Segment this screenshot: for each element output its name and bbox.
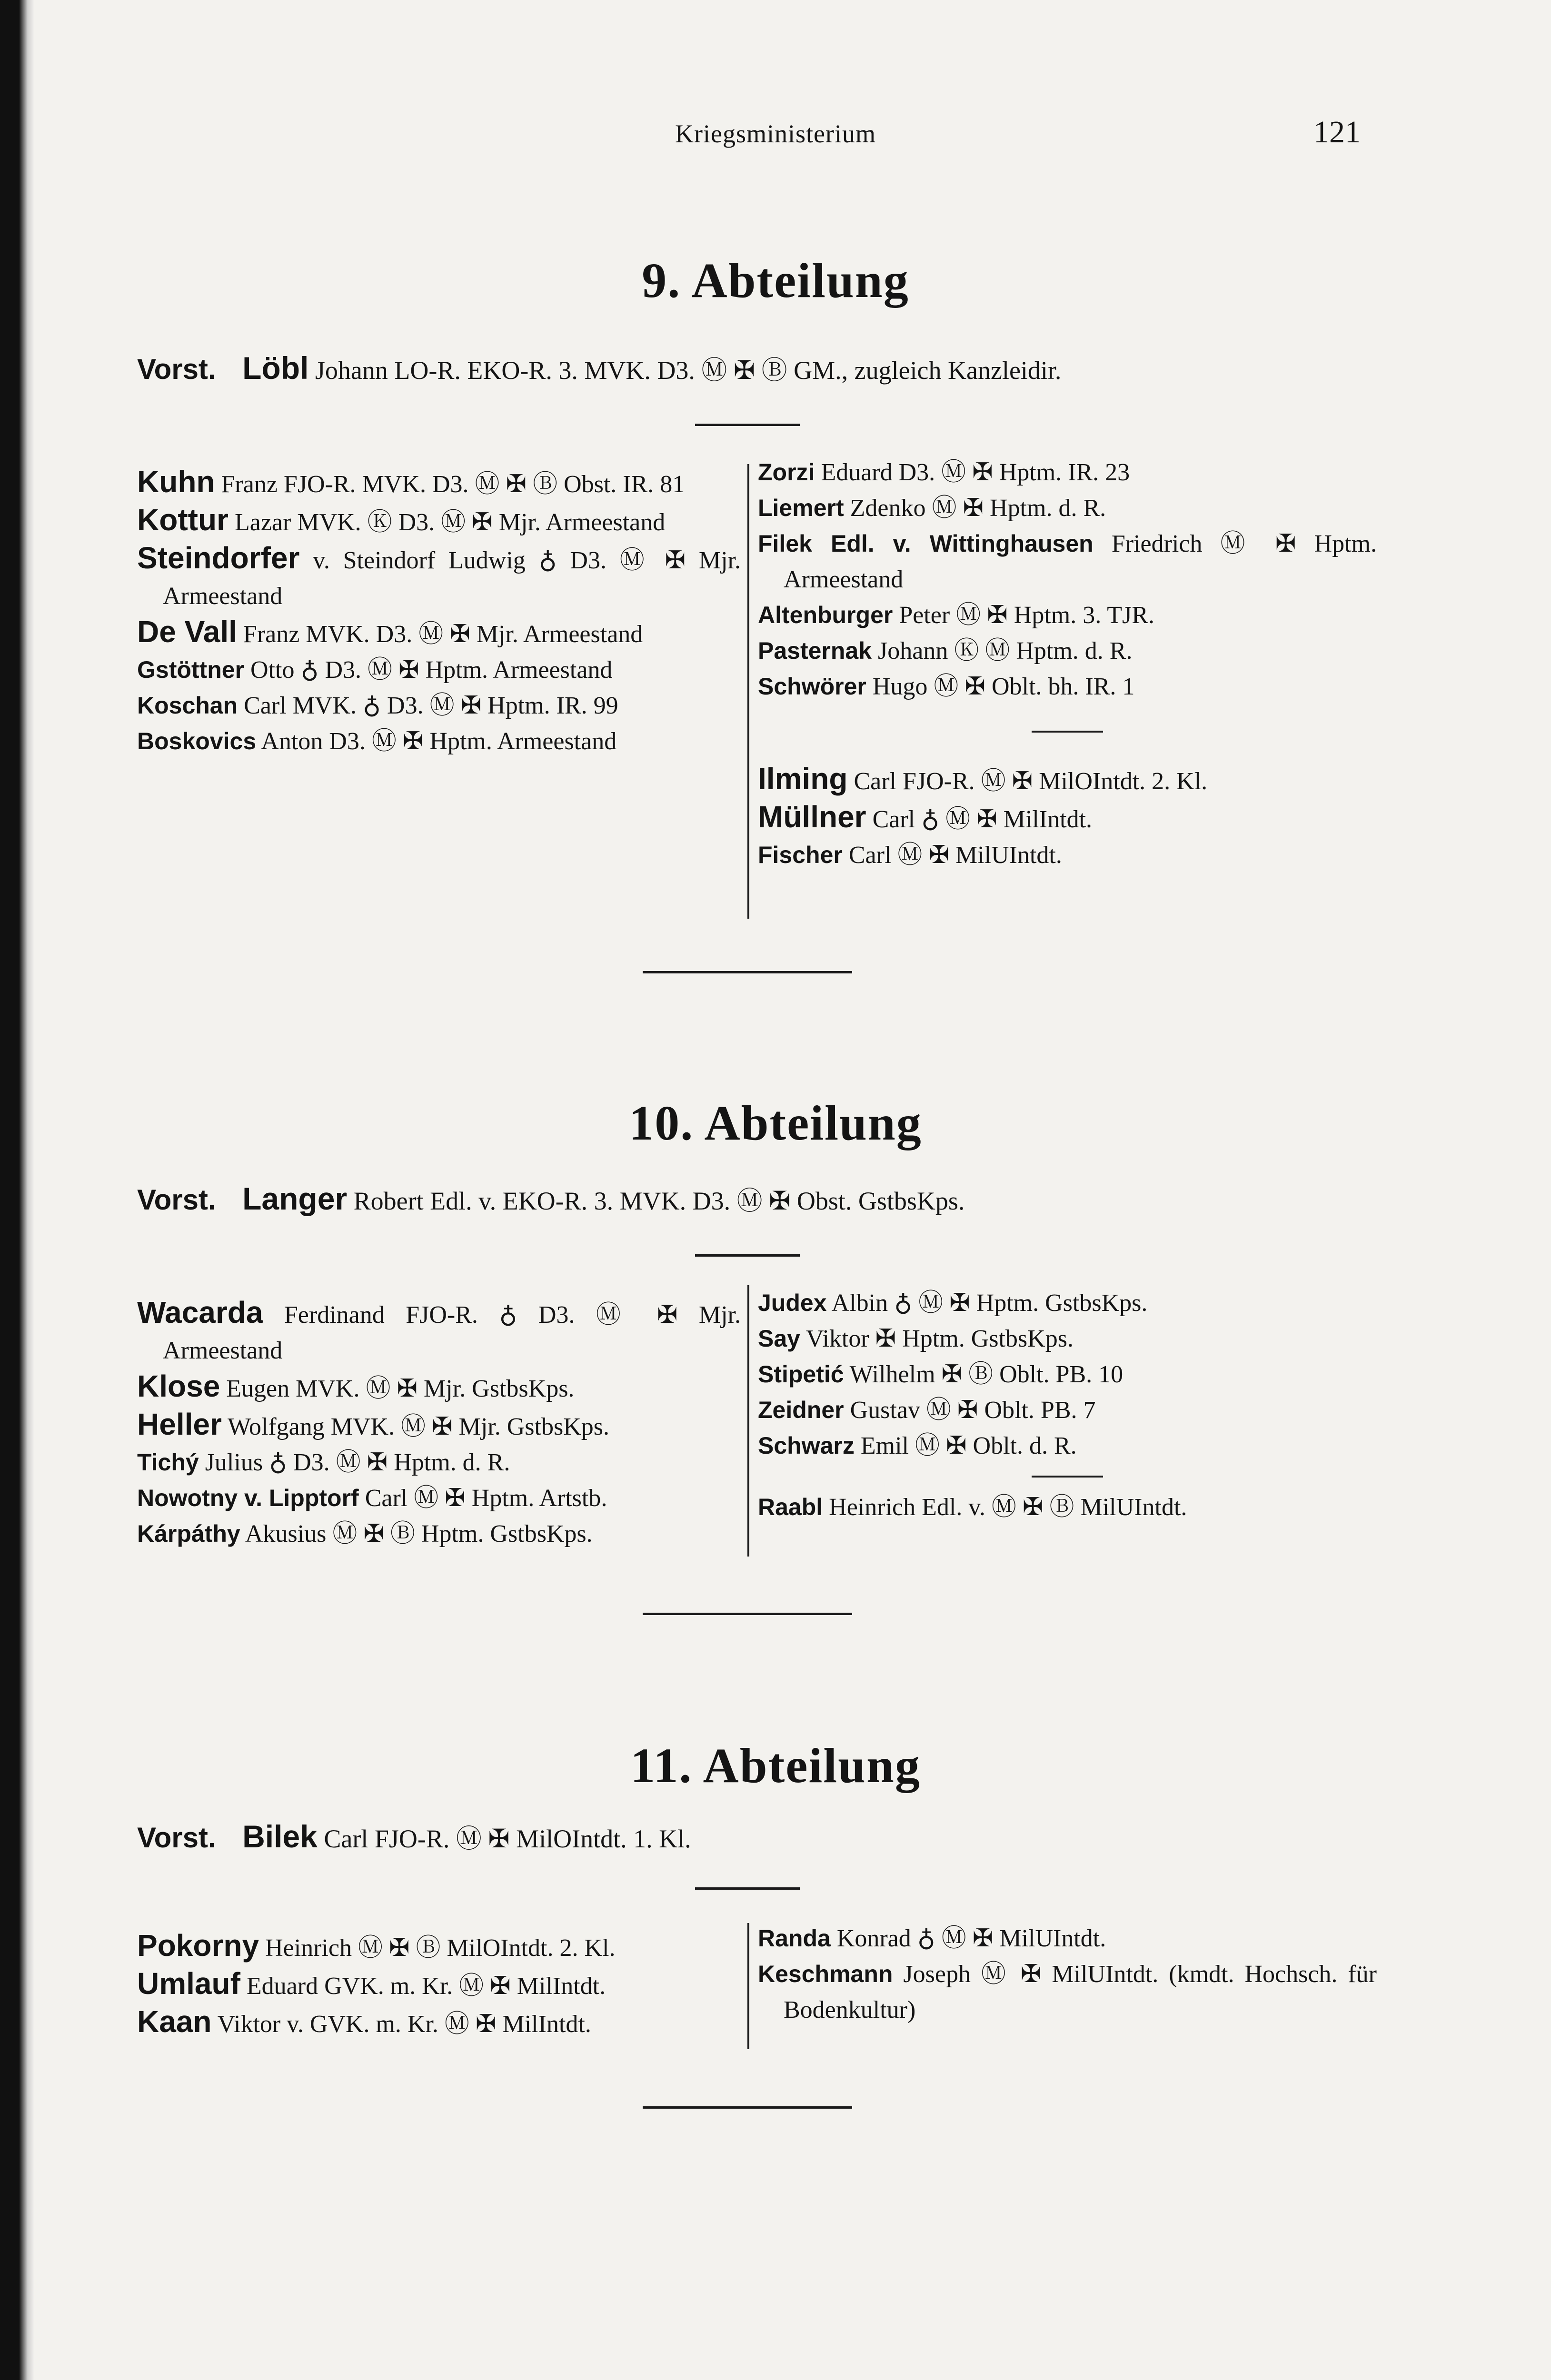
vorst-label: Vorst. (137, 353, 216, 385)
roster-entry (758, 1921, 1377, 1956)
entry-surname: Altenburger (758, 602, 893, 628)
roster-entry (137, 1966, 741, 2004)
entry-surname: Pasternak (758, 637, 872, 664)
vorst-details: Carl FJO-R. Ⓜ ✠ MilOIntdt. 1. Kl. (324, 1825, 691, 1853)
entry-surname: Umlauf (137, 1966, 240, 2001)
vorst-details: Robert Edl. v. EKO-R. 3. MVK. D3. Ⓜ ✠ Obst. GstbsKps. (353, 1187, 965, 1215)
entry-details: Viktor v. GVK. m. Kr. Ⓜ ✠ MilIntdt. (217, 2011, 591, 2038)
vorst-name: Bilek (242, 1819, 318, 1854)
roster-entry (758, 1357, 1377, 1392)
entry-surname: Schwarz (758, 1432, 855, 1459)
entry-details: Carl MVK. ♁ D3. Ⓜ ✠ Hptm. IR. 99 (244, 692, 618, 719)
entry-details: Carl Ⓜ ✠ Hptm. Artstb. (365, 1485, 607, 1512)
running-head: Kriegsministerium (675, 119, 876, 148)
section-9-right-column (758, 455, 1377, 873)
entry-surname: Ilming (758, 762, 848, 796)
entry-details: Gustav Ⓜ ✠ Oblt. PB. 7 (850, 1397, 1096, 1424)
section-11-right-column (758, 1921, 1377, 2028)
entry-surname: Say (758, 1325, 800, 1352)
roster-entry (137, 1445, 741, 1480)
section-end-rule (643, 1613, 852, 1615)
entry-details: Friedrich Ⓜ ✠ Hptm. Armeestand (784, 530, 1377, 593)
entry-details: Viktor ✠ Hptm. GstbsKps. (806, 1325, 1074, 1352)
roster-entry (758, 1392, 1377, 1428)
entry-surname: Liemert (758, 495, 844, 521)
roster-entry (758, 1428, 1377, 1464)
entry-details: Hugo Ⓜ ✠ Oblt. bh. IR. 1 (872, 673, 1135, 700)
page-edge-shadow (0, 0, 34, 2380)
section-10-head (137, 1180, 964, 1217)
entry-surname: Kuhn (137, 465, 215, 499)
entry-details: Zdenko Ⓜ ✠ Hptm. d. R. (850, 495, 1106, 522)
vorst-label: Vorst. (137, 1184, 216, 1216)
roster-entry (758, 669, 1377, 704)
entry-details: Anton D3. Ⓜ ✠ Hptm. Armeestand (261, 728, 617, 755)
entry-surname: Raabl (758, 1494, 823, 1520)
section-9-head (137, 350, 1061, 387)
entry-surname: Koschan (137, 692, 238, 719)
entry-surname: Heller (137, 1407, 222, 1441)
short-rule (695, 424, 800, 426)
roster-entry (758, 1321, 1377, 1357)
entry-details: v. Steindorf Ludwig ♁ D3. Ⓜ ✠ Mjr. Armeestand (163, 547, 741, 610)
entry-details: Konrad ♁ Ⓜ ✠ MilUIntdt. (836, 1925, 1106, 1952)
roster-entry (758, 490, 1377, 526)
roster-entry (137, 2004, 741, 2042)
page-number: 121 (1313, 115, 1361, 149)
roster-entry (137, 614, 741, 652)
entry-details: Eduard D3. Ⓜ ✠ Hptm. IR. 23 (821, 459, 1130, 486)
entry-surname: Pokorny (137, 1928, 259, 1963)
entry-surname: Filek Edl. v. Wittinghausen (758, 530, 1094, 557)
section-title-9: 9. Abteilung (642, 253, 909, 308)
section-title-11: 11. Abteilung (630, 1738, 921, 1793)
roster-entry (137, 540, 741, 614)
section-11-head (137, 1818, 691, 1855)
entry-surname: Klose (137, 1369, 220, 1403)
entry-details: Akusius Ⓜ ✠ Ⓑ Hptm. GstbsKps. (245, 1520, 593, 1547)
entry-surname: Kárpáthy (137, 1520, 240, 1547)
entry-surname: Steindorfer (137, 541, 300, 575)
entry-details: Carl ♁ Ⓜ ✠ MilIntdt. (872, 806, 1093, 833)
entry-surname: Zorzi (758, 459, 815, 486)
entry-details: Joseph Ⓜ ✠ MilUIntdt. (kmdt. Hochsch. für Bodenkultur) (784, 1961, 1377, 2023)
roster-entry (758, 1956, 1377, 2028)
entry-surname: Boskovics (137, 728, 257, 754)
entry-details: Heinrich Edl. v. Ⓜ ✠ Ⓑ MilUIntdt. (829, 1494, 1187, 1521)
section-end-rule (643, 971, 852, 973)
vorst-name: Langer (242, 1181, 348, 1216)
roster-entry (758, 799, 1377, 837)
entry-details: Carl Ⓜ ✠ MilUIntdt. (848, 842, 1062, 869)
entry-details: Carl FJO-R. Ⓜ ✠ MilOIntdt. 2. Kl. (854, 768, 1208, 795)
entry-surname: Stipetić (758, 1361, 844, 1388)
column-rule (1032, 731, 1103, 733)
entry-surname: Judex (758, 1289, 827, 1316)
entry-details: Wilhelm ✠ Ⓑ Oblt. PB. 10 (849, 1361, 1123, 1388)
roster-entry (137, 724, 741, 759)
entry-details: Eduard GVK. m. Kr. Ⓜ ✠ MilIntdt. (246, 1973, 606, 2000)
column-divider (747, 1923, 749, 2049)
column-rule (1032, 1476, 1103, 1478)
entry-surname: Keschmann (758, 1961, 893, 1987)
roster-entry (758, 633, 1377, 669)
column-divider (747, 464, 749, 919)
section-11-left-column (137, 1928, 741, 2042)
section-9-left-column (137, 464, 741, 759)
roster-entry (137, 464, 741, 502)
roster-entry (137, 688, 741, 724)
section-end-rule (643, 2106, 852, 2109)
vorst-label: Vorst. (137, 1822, 216, 1854)
roster-entry (758, 455, 1377, 490)
entry-surname: Zeidner (758, 1397, 844, 1423)
roster-entry (758, 761, 1377, 799)
entry-surname: Schwörer (758, 673, 866, 700)
entry-surname: De Vall (137, 615, 237, 649)
entry-surname: Fischer (758, 842, 843, 868)
short-rule (695, 1254, 800, 1257)
entry-surname: Kottur (137, 503, 229, 537)
entry-details: Eugen MVK. Ⓜ ✠ Mjr. GstbsKps. (226, 1375, 575, 1402)
roster-entry (137, 1516, 741, 1552)
entry-surname: Randa (758, 1925, 831, 1952)
vorst-details: Johann LO-R. EKO-R. 3. MVK. D3. Ⓜ ✠ Ⓑ GM., zugleich Kanzleidir. (315, 356, 1062, 385)
entry-details: Lazar MVK. Ⓚ D3. Ⓜ ✠ Mjr. Armeestand (234, 509, 666, 536)
section-title-10: 10. Abteilung (629, 1096, 922, 1150)
entry-surname: Müllner (758, 800, 866, 834)
entry-details: Franz FJO-R. MVK. D3. Ⓜ ✠ Ⓑ Obst. IR. 81 (221, 471, 685, 498)
entry-details: Julius ♁ D3. Ⓜ ✠ Hptm. d. R. (205, 1449, 510, 1476)
entry-details: Peter Ⓜ ✠ Hptm. 3. TJR. (899, 602, 1154, 629)
entry-details: Albin ♁ Ⓜ ✠ Hptm. GstbsKps. (831, 1289, 1148, 1317)
roster-entry (758, 1489, 1377, 1525)
short-rule (695, 1887, 800, 1890)
roster-entry (758, 597, 1377, 633)
entry-details: Heinrich Ⓜ ✠ Ⓑ MilOIntdt. 2. Kl. (265, 1934, 616, 1962)
roster-entry (758, 837, 1377, 873)
roster-entry (137, 1407, 741, 1445)
roster-entry (137, 1368, 741, 1407)
entry-surname: Gstöttner (137, 656, 244, 683)
roster-entry (137, 502, 741, 540)
entry-details: Emil Ⓜ ✠ Oblt. d. R. (860, 1432, 1077, 1459)
vorst-name: Löbl (242, 350, 309, 386)
column-divider (747, 1285, 749, 1557)
roster-entry (137, 1295, 741, 1368)
roster-entry (137, 1928, 741, 1966)
section-10-left-column (137, 1295, 741, 1552)
entry-surname: Kaan (137, 2004, 212, 2039)
entry-details: Otto ♁ D3. Ⓜ ✠ Hptm. Armeestand (250, 656, 613, 684)
roster-entry (758, 1285, 1377, 1321)
entry-surname: Nowotny v. Lipptorf (137, 1485, 359, 1511)
entry-details: Franz MVK. D3. Ⓜ ✠ Mjr. Armeestand (243, 621, 643, 648)
roster-entry (758, 526, 1377, 597)
entry-details: Wolfgang MVK. Ⓜ ✠ Mjr. GstbsKps. (227, 1413, 610, 1440)
section-10-right-column (758, 1285, 1377, 1525)
roster-entry (137, 652, 741, 688)
entry-details: Ferdinand FJO-R. ♁ D3. Ⓜ ✠ Mjr. Armeestand (163, 1301, 741, 1364)
entry-surname: Wacarda (137, 1295, 263, 1329)
entry-surname: Tichý (137, 1449, 199, 1476)
entry-details: Johann Ⓚ Ⓜ Hptm. d. R. (878, 637, 1133, 664)
roster-entry (137, 1480, 741, 1516)
